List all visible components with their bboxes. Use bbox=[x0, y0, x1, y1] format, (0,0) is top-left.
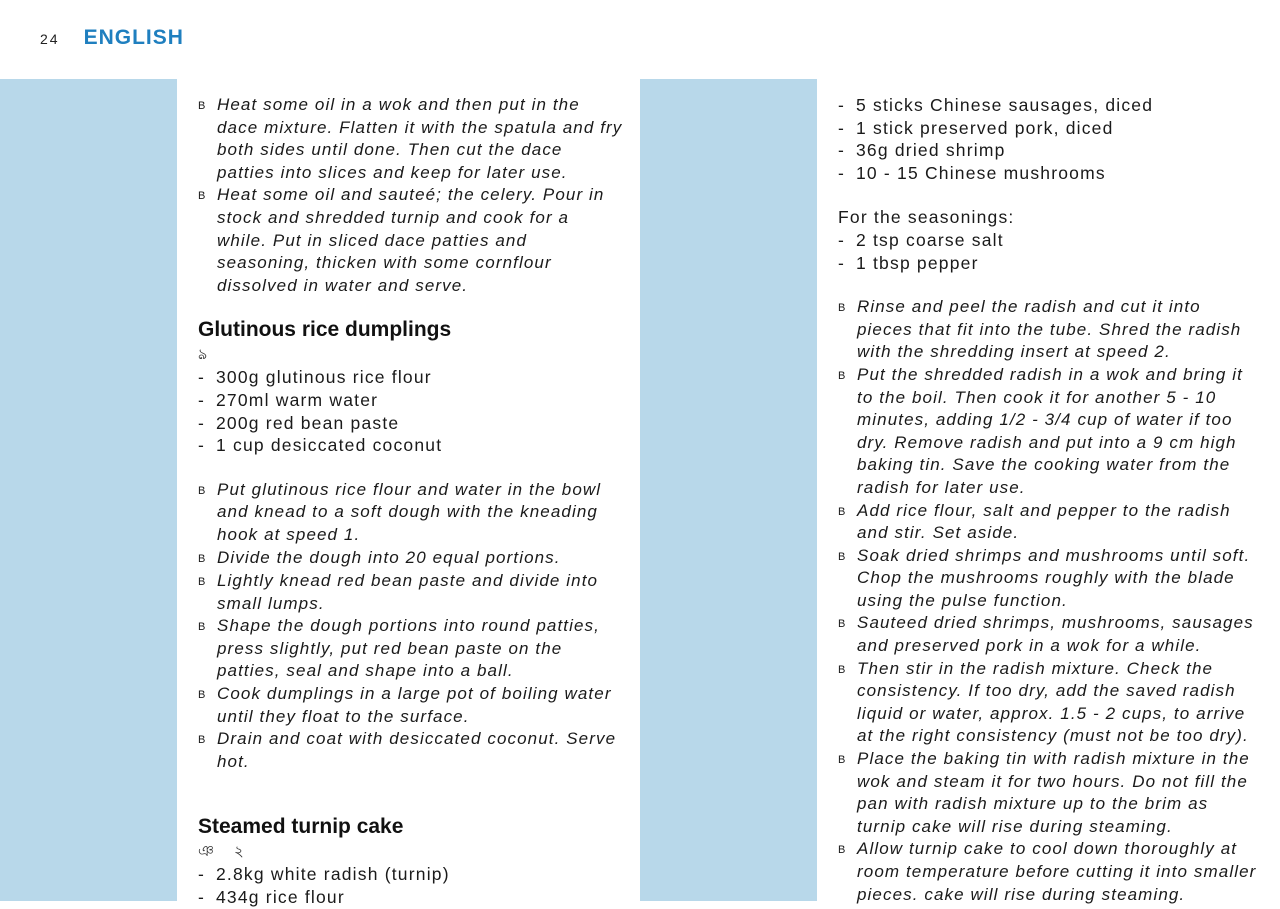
step-item: B Heat some oil in a wok and then put in the dace mixture. Flatten it with the spatula and fry both sides until done. Then cut the dace patties into slices and keep for later use. bbox=[198, 95, 623, 182]
right-margin-band bbox=[640, 79, 817, 901]
ingredient-item: - 434g rice flour bbox=[198, 887, 345, 908]
ingredient-item: - 300g glutinous rice flour bbox=[198, 367, 432, 388]
left-margin-band bbox=[0, 79, 177, 901]
step-item: B Rinse and peel the radish and cut it into pieces that fit into the tube. Shred the radish with the shredding insert at speed 2. bbox=[838, 297, 1242, 362]
step-item: B Add rice flour, salt and pepper to the radish and stir. Set aside. bbox=[838, 500, 1231, 543]
step-item: B Put glutinous rice flour and water in the bowl and knead to a soft dough with the kneading hook at speed 1. bbox=[198, 479, 602, 544]
ingredient-item: - 200g red bean paste bbox=[198, 412, 400, 433]
step-item: B Place the baking tin with radish mixture in the wok and steam it for two hours. Do not fill the pan with radish mixture up to the brim as turnip cake will rise during steaming. bbox=[838, 749, 1250, 836]
step-item: B Then stir in the radish mixture. Check the consistency. If too dry, add the saved radish liquid or water, approx. 1.5 - 2 cups, to arrive at the right consistency (must not be too dry). bbox=[838, 658, 1249, 746]
section-title: ENGLISH bbox=[83, 26, 184, 49]
step-item: B Cook dumplings in a large pot of boiling water until they float to the surface. bbox=[198, 684, 612, 726]
step-item: B Soak dried shrimps and mushrooms until soft. Chop the mushrooms roughly with the blade using the pulse function. bbox=[838, 545, 1251, 610]
step-item: B Divide the dough into 20 equal portions. bbox=[198, 547, 561, 567]
ingredient-item: - 270ml warm water bbox=[198, 389, 379, 410]
step-item: B Drain and coat with desiccated coconut. Serve hot. bbox=[198, 729, 617, 771]
recipe-symbols: ঌ bbox=[198, 346, 216, 364]
ingredient-item: - 5 sticks Chinese sausages, diced bbox=[838, 95, 1154, 115]
ingredient-item: - 1 cup desiccated coconut bbox=[198, 435, 443, 456]
right-column bbox=[838, 94, 1258, 906]
step-item: B Heat some oil and sauteé; the celery. Pour in stock and shredded turnip and cook for a while. Put in sliced dace patties and seasoning, thicken with some cornflour dissolved in water and serve. bbox=[198, 185, 605, 295]
step-item: B Put the shredded radish in a wok and bring it to the boil. Then cook it for another 5 - 10 minutes, adding 1/2 - 3/4 cup of water if too dry. Remove radish and put into a 9 cm high baking tin. Save the cooking water from the radish for later use. bbox=[838, 364, 1243, 497]
seasonings-label: For the seasonings: bbox=[838, 207, 1015, 228]
page-number: 24 bbox=[40, 31, 60, 47]
ingredient-item: - 1 stick preserved pork, diced bbox=[838, 117, 1114, 138]
recipe-title: Steamed turnip cake bbox=[198, 815, 404, 839]
page-header bbox=[40, 26, 184, 50]
step-item: B Shape the dough portions into round patties, press slightly, put red bean paste on the patties, seal and shape into a ball. bbox=[198, 616, 600, 681]
recipe-symbols: ঞ ২ bbox=[198, 843, 252, 861]
ingredient-item: - 1 tbsp pepper bbox=[838, 252, 979, 273]
ingredient-item: - 2 tsp coarse salt bbox=[838, 229, 1004, 250]
ingredient-item: - 2.8kg white radish (turnip) bbox=[198, 864, 450, 885]
recipe-title: Glutinous rice dumplings bbox=[198, 318, 452, 342]
step-item: B Sauteed dried shrimps, mushrooms, sausages and preserved pork in a wok for a while. bbox=[838, 613, 1254, 656]
step-item: B Lightly knead red bean paste and divide into small lumps. bbox=[198, 571, 599, 613]
left-column bbox=[198, 94, 623, 909]
ingredient-item: - 36g dried shrimp bbox=[838, 140, 1006, 161]
ingredient-item: - 10 - 15 Chinese mushrooms bbox=[838, 162, 1106, 183]
step-item: B Allow turnip cake to cool down thoroughly at room temperature before cutting it into smaller pieces. cake will rise during steaming. bbox=[838, 839, 1257, 904]
